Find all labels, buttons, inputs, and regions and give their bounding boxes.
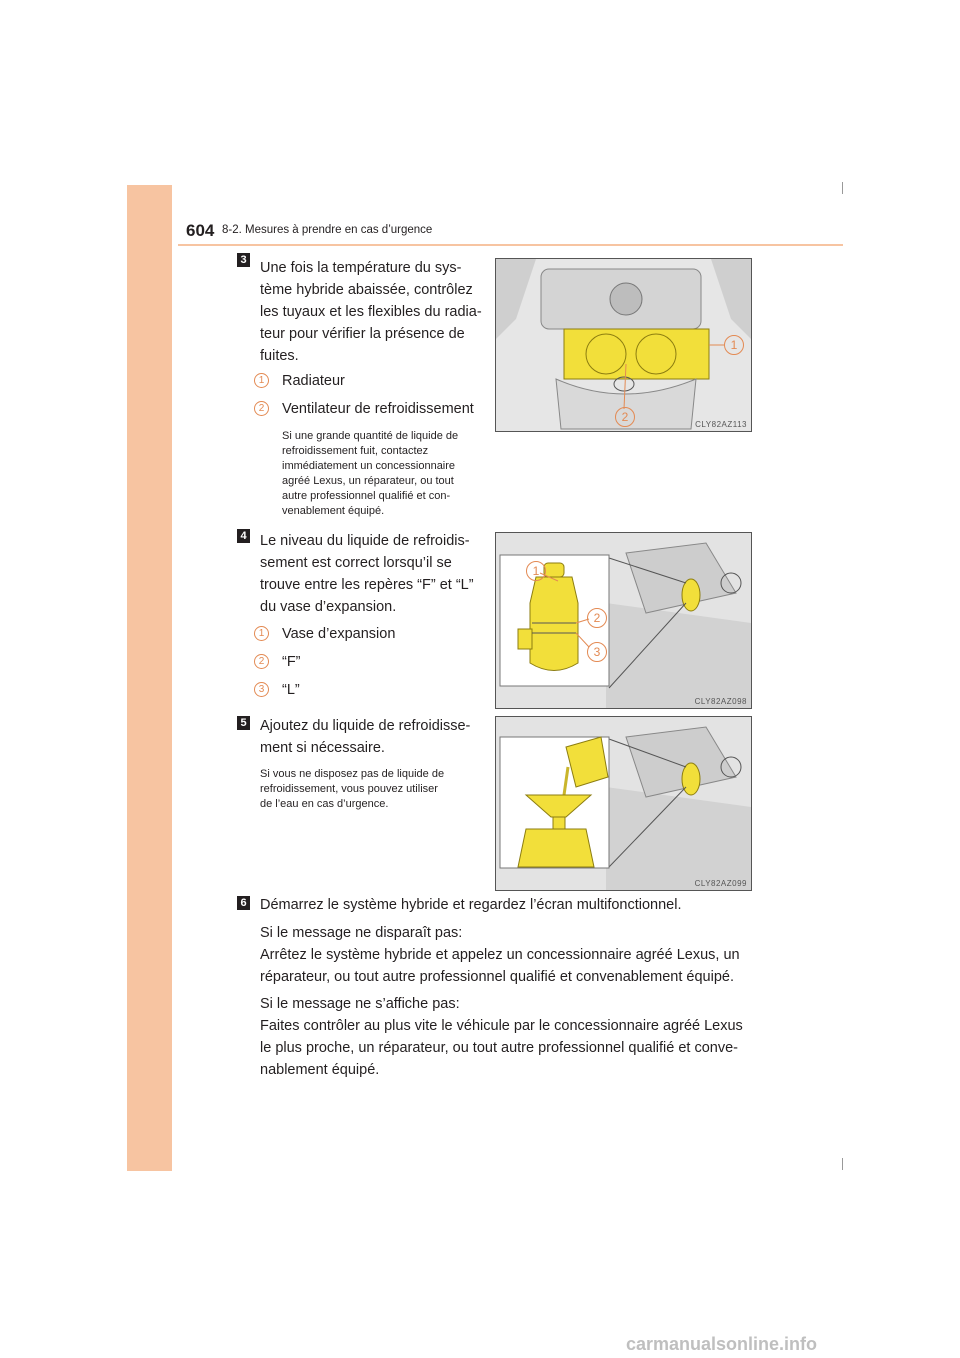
figure-callout-1: 1: [526, 561, 546, 581]
step-5-text: [260, 715, 482, 759]
text-line: Ajoutez du liquide de refroidisse-: [260, 718, 471, 734]
note-line: refroidissement, vous pouvez utiliser: [260, 783, 438, 795]
item-label: Vase d’expansion: [282, 626, 396, 642]
note-line: refroidissement fuit, contactez: [282, 445, 429, 457]
step-3-item-2: [0, 401, 480, 417]
step-3-item-1: [0, 373, 480, 389]
adding-coolant-illustration: [496, 717, 751, 890]
note-line: immédiatement un concessionnaire: [282, 460, 456, 472]
note-line: de l’eau en cas d’urgence.: [260, 798, 389, 810]
item-label: “L”: [282, 682, 300, 698]
chapter-sidebar-tab: [127, 185, 172, 1171]
item-label: Ventilateur de refroidissement: [282, 401, 474, 417]
callout-number: 1: [254, 626, 269, 641]
text-line: les tuyaux et les flexibles du radia-: [260, 304, 482, 320]
step-3-text: [260, 257, 482, 367]
figure-callout-1: 1: [724, 335, 744, 355]
text-line: le plus proche, un réparateur, ou tout autre professionnel qualifié et conve-: [260, 1040, 738, 1056]
figure-callout-3: 3: [587, 642, 607, 662]
note-line: venablement équipé.: [282, 505, 385, 517]
item-label: “F”: [282, 654, 301, 670]
figure-callout-2: 2: [615, 407, 635, 427]
note-line: Si vous ne disposez pas de liquide de: [260, 768, 445, 780]
step-6-case-2: [260, 993, 750, 1081]
text-line: Faites contrôler au plus vite le véhicule par le concessionnaire agréé Lexus: [260, 1018, 743, 1034]
crop-mark-top: [842, 182, 843, 194]
figure-callout-2: 2: [587, 608, 607, 628]
text-line: Le niveau du liquide de refroidis-: [260, 533, 470, 549]
callout-number: 2: [254, 654, 269, 669]
note-line: agréé Lexus, un réparateur, ou tout: [282, 475, 454, 487]
section-title: 8-2. Mesures à prendre en cas d’urgence: [222, 224, 433, 236]
step-6-text: Démarrez le système hybride et regardez l’écran multifonctionnel.: [260, 897, 682, 913]
callout-number: 2: [254, 401, 269, 416]
text-line: nablement équipé.: [260, 1062, 380, 1078]
text-line: trouve entre les repères “F” et “L”: [260, 577, 474, 593]
step-3-note: [282, 429, 482, 519]
figure-adding-coolant: [495, 716, 752, 891]
callout-number: 1: [254, 373, 269, 388]
crop-mark-bottom: [842, 1158, 843, 1170]
note-line: Si une grande quantité de liquide de: [282, 430, 459, 442]
radiator-illustration: [496, 259, 751, 431]
item-label: Radiateur: [282, 373, 345, 389]
step-4-item-2: [0, 654, 480, 670]
step-number-5: 5: [237, 716, 250, 730]
step-4-item-1: [0, 626, 480, 642]
callout-number: 3: [254, 682, 269, 697]
text-line: teur pour vérifier la présence de: [260, 326, 465, 342]
case-title: Si le message ne disparaît pas:: [260, 925, 463, 941]
text-line: Arrêtez le système hybride et appelez un concessionnaire agréé Lexus, un: [260, 947, 740, 963]
page-number: 604: [186, 221, 215, 240]
step-5-note: [260, 767, 482, 812]
text-line: réparateur, ou tout autre professionnel qualifié et convenablement équipé.: [260, 969, 734, 985]
watermark: carmanualsonline.info: [626, 1334, 818, 1354]
note-line: autre professionnel qualifié et con-: [282, 490, 451, 502]
step-6-case-1: [260, 922, 750, 988]
case-title: Si le message ne s’affiche pas:: [260, 996, 460, 1012]
text-line: du vase d’expansion.: [260, 599, 397, 615]
text-line: ment si nécessaire.: [260, 740, 385, 756]
step-number-4: 4: [237, 529, 250, 543]
step-4-item-3: [0, 682, 480, 698]
figure-radiator: [495, 258, 752, 432]
step-number-3: 3: [237, 253, 250, 267]
figure-expansion-tank: [495, 532, 752, 709]
text-line: sement est correct lorsqu’il se: [260, 555, 452, 571]
figure-code: CLY82AZ113: [695, 420, 747, 429]
expansion-tank-illustration: [496, 533, 751, 708]
step-4-text: [260, 530, 482, 618]
step-number-6: 6: [237, 896, 250, 910]
text-line: tème hybride abaissée, contrôlez: [260, 282, 473, 298]
text-line: fuites.: [260, 348, 299, 364]
header-rule: [178, 244, 843, 246]
figure-code: CLY82AZ099: [694, 879, 747, 888]
figure-code: CLY82AZ098: [694, 697, 747, 706]
text-line: Une fois la température du sys-: [260, 260, 462, 276]
